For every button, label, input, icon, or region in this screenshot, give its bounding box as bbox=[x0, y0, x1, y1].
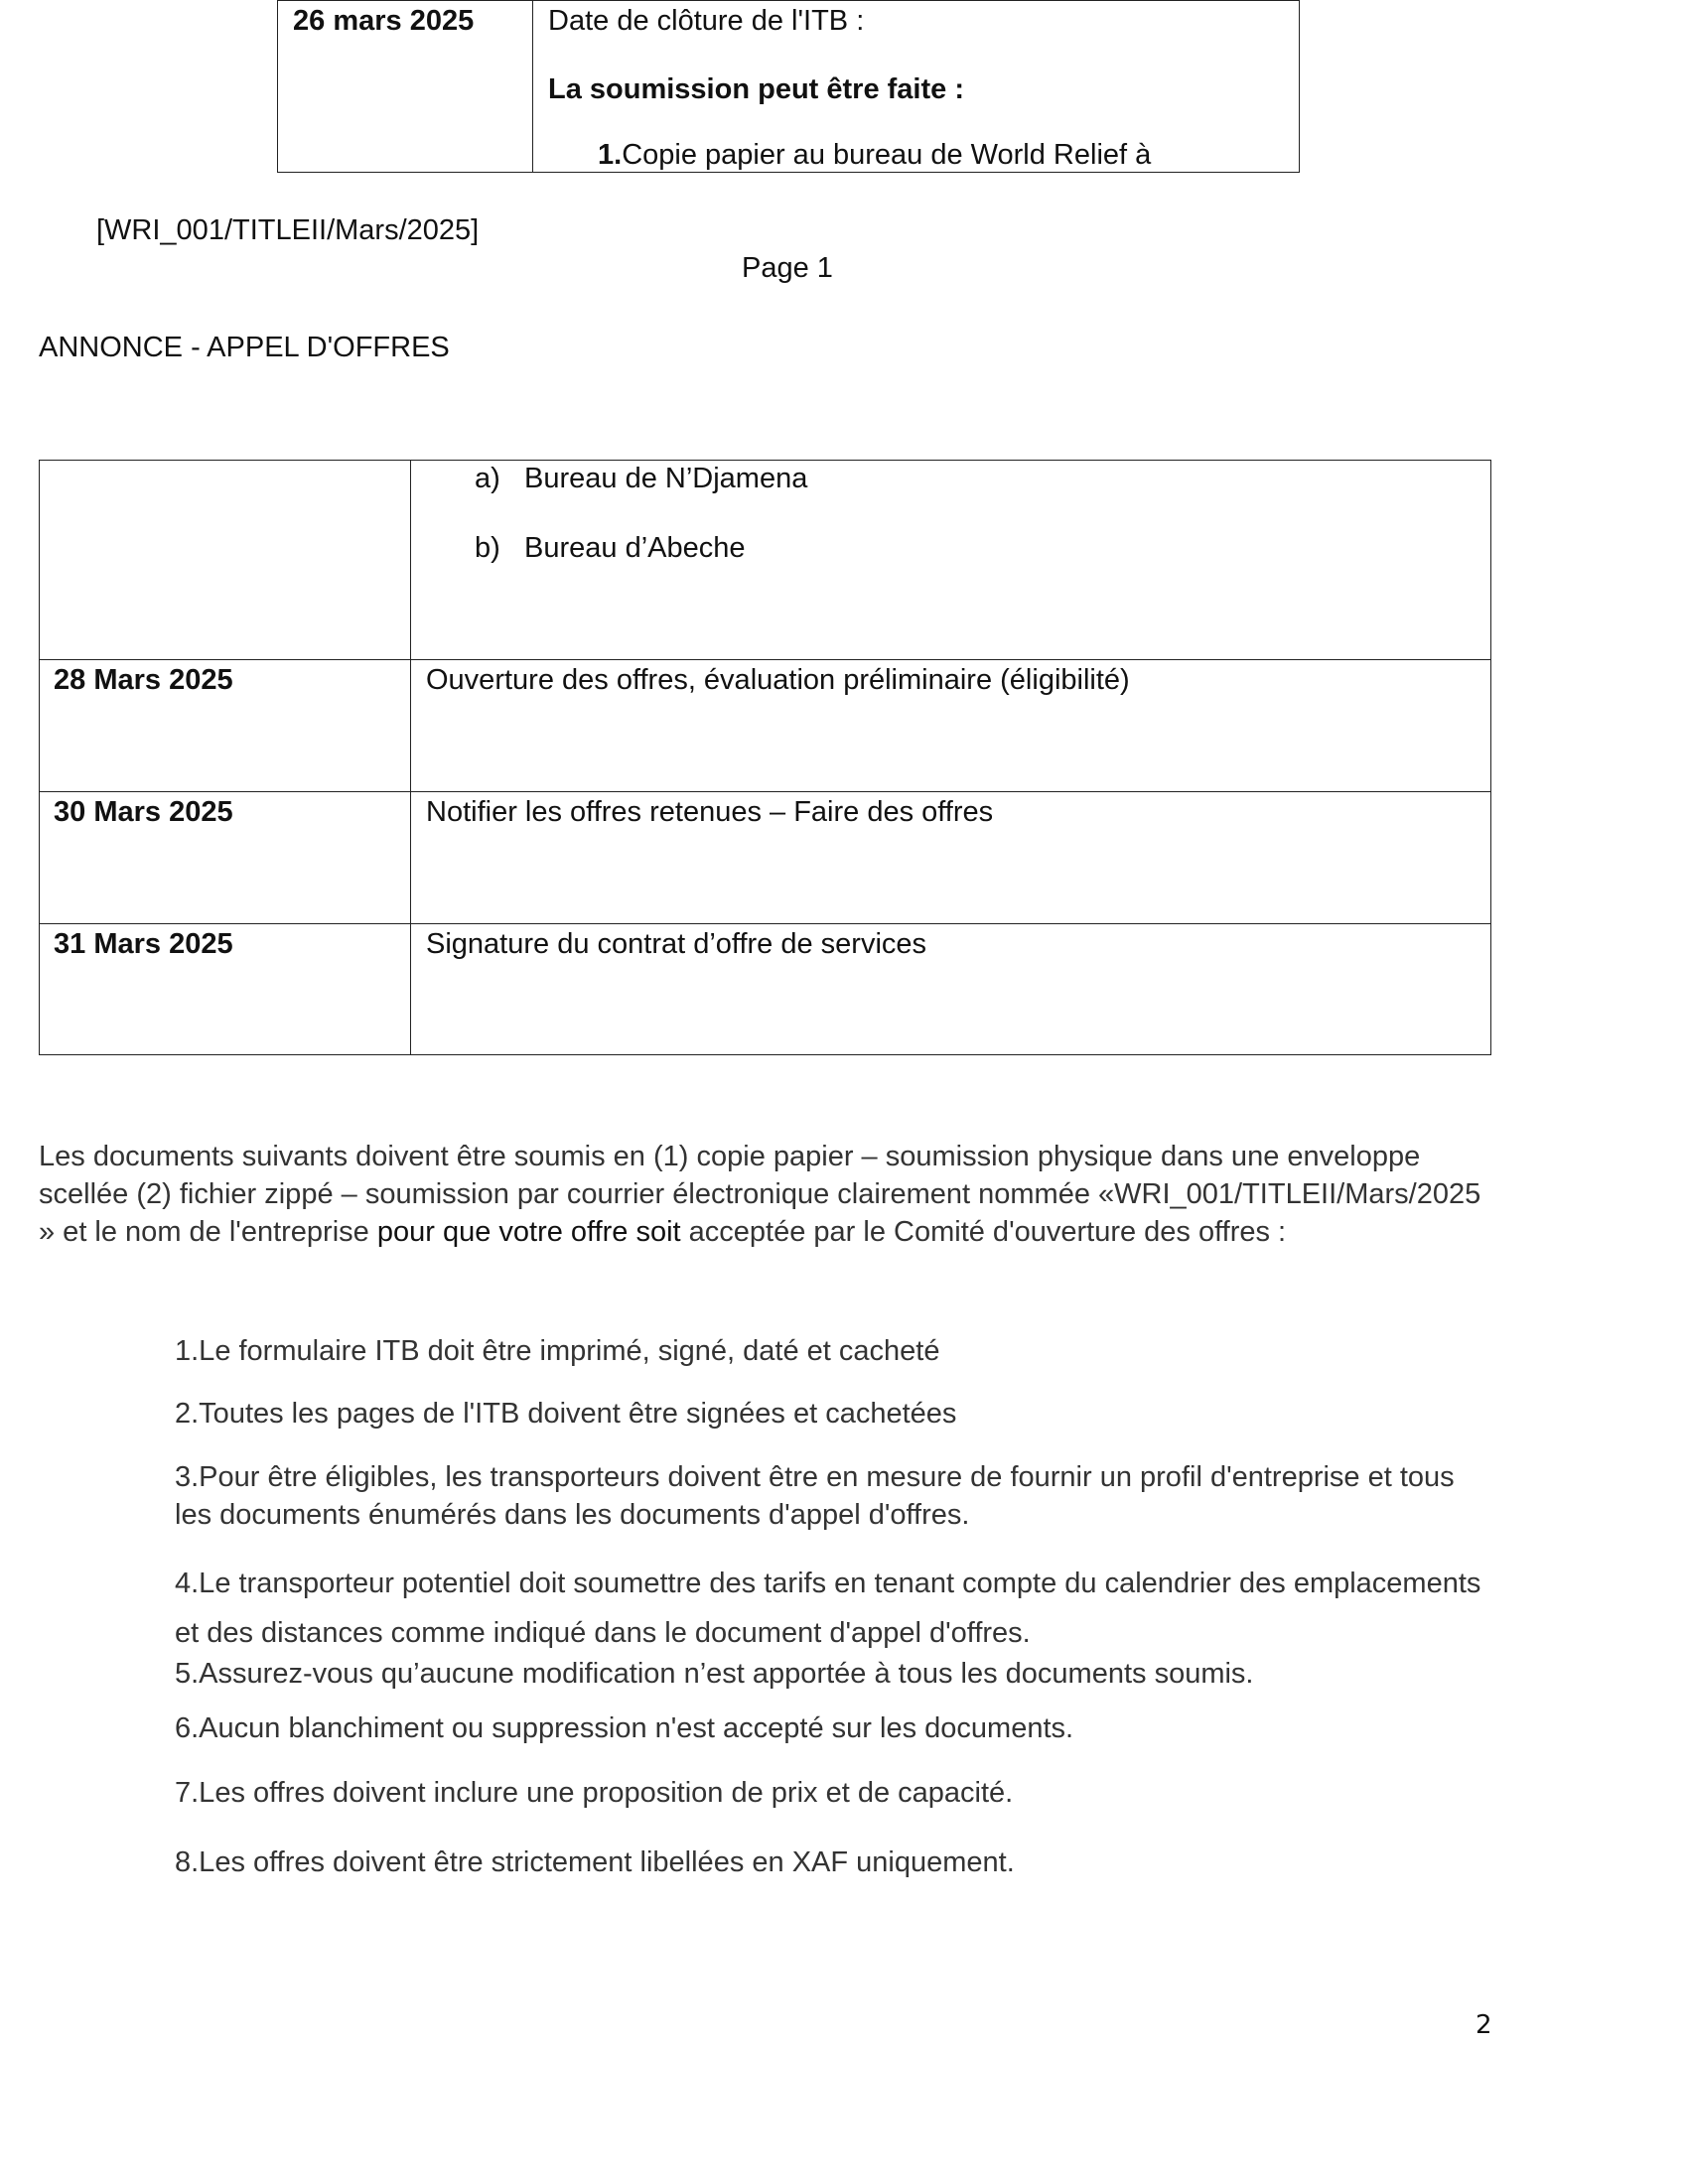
table-column-divider bbox=[532, 1, 533, 172]
schedule-activity: Notifier les offres retenues – Faire des offres bbox=[426, 796, 994, 828]
schedule-activity: Ouverture des offres, évaluation préliminaire (éligibilité) bbox=[426, 664, 1130, 696]
submission-option-number: 1. bbox=[598, 139, 623, 171]
instructions-text-1: Les documents suivants doivent être soumis en (1) copie papier – soumission physique dans une enveloppe scellée (2) fichier zippé – soumission par courrier électronique clairement nommée «WRI_001/TITLEII/Mars/2025 » et le nom de l'entreprise bbox=[39, 1141, 1481, 1248]
page-number: 2 bbox=[1476, 2010, 1492, 2040]
submission-heading: La soumission peut être faite : bbox=[548, 73, 964, 105]
office-marker-b: b) bbox=[475, 532, 500, 564]
schedule-date: 28 Mars 2025 bbox=[54, 664, 233, 696]
requirement-item: 4.Le transporteur potentiel doit soumettre des tarifs en tenant compte du calendrier des emplacements et des distances comme indiqué dans le document d'appel d'offres. bbox=[175, 1568, 1481, 1649]
requirement-item: 1.Le formulaire ITB doit être imprimé, signé, daté et cacheté bbox=[175, 1335, 940, 1367]
submission-option-1 bbox=[598, 139, 1151, 172]
table-row-divider bbox=[40, 923, 1490, 924]
instructions-text-3: acceptée par le Comité d'ouverture des offres : bbox=[680, 1216, 1287, 1248]
closing-date-table bbox=[277, 0, 1300, 173]
office-name-b: Bureau d’Abeche bbox=[524, 532, 746, 564]
closing-date-label: Date de clôture de l'ITB : bbox=[548, 5, 865, 37]
table-row-divider bbox=[40, 791, 1490, 792]
requirement-item: 6.Aucun blanchiment ou suppression n'est accepté sur les documents. bbox=[175, 1712, 1074, 1744]
table-row-divider bbox=[40, 659, 1490, 660]
office-marker-a: a) bbox=[475, 463, 500, 494]
reference-number: [WRI_001/TITLEII/Mars/2025] bbox=[96, 214, 480, 246]
schedule-date: 31 Mars 2025 bbox=[54, 928, 233, 960]
schedule-date: 30 Mars 2025 bbox=[54, 796, 233, 828]
document-title: ANNONCE - APPEL D'OFFRES bbox=[39, 332, 450, 363]
instructions-text-2: pour que votre offre soit bbox=[376, 1216, 681, 1248]
submission-option-text: Copie papier au bureau de World Relief à bbox=[622, 139, 1152, 171]
schedule-table bbox=[39, 460, 1491, 1055]
requirement-item: 3.Pour être éligibles, les transporteurs doivent être en mesure de fournir un profil d'entreprise et tous les documents énumérés dans les documents d'appel d'offres. bbox=[175, 1461, 1455, 1531]
requirement-item: 8.Les offres doivent être strictement libellées en XAF uniquement. bbox=[175, 1846, 1015, 1878]
requirement-item: 2.Toutes les pages de l'ITB doivent être signées et cachetées bbox=[175, 1398, 957, 1430]
closing-date: 26 mars 2025 bbox=[293, 5, 475, 37]
schedule-activity: Signature du contrat d’offre de services bbox=[426, 928, 927, 960]
requirement-item: 5.Assurez-vous qu’aucune modification n’est apportée à tous les documents soumis. bbox=[175, 1658, 1254, 1690]
requirement-item: 7.Les offres doivent inclure une proposition de prix et de capacité. bbox=[175, 1777, 1014, 1809]
office-name-a: Bureau de N’Djamena bbox=[524, 463, 808, 494]
page-label: Page 1 bbox=[742, 252, 833, 284]
submission-instructions bbox=[39, 1138, 1498, 1251]
table-column-divider bbox=[410, 461, 411, 1054]
